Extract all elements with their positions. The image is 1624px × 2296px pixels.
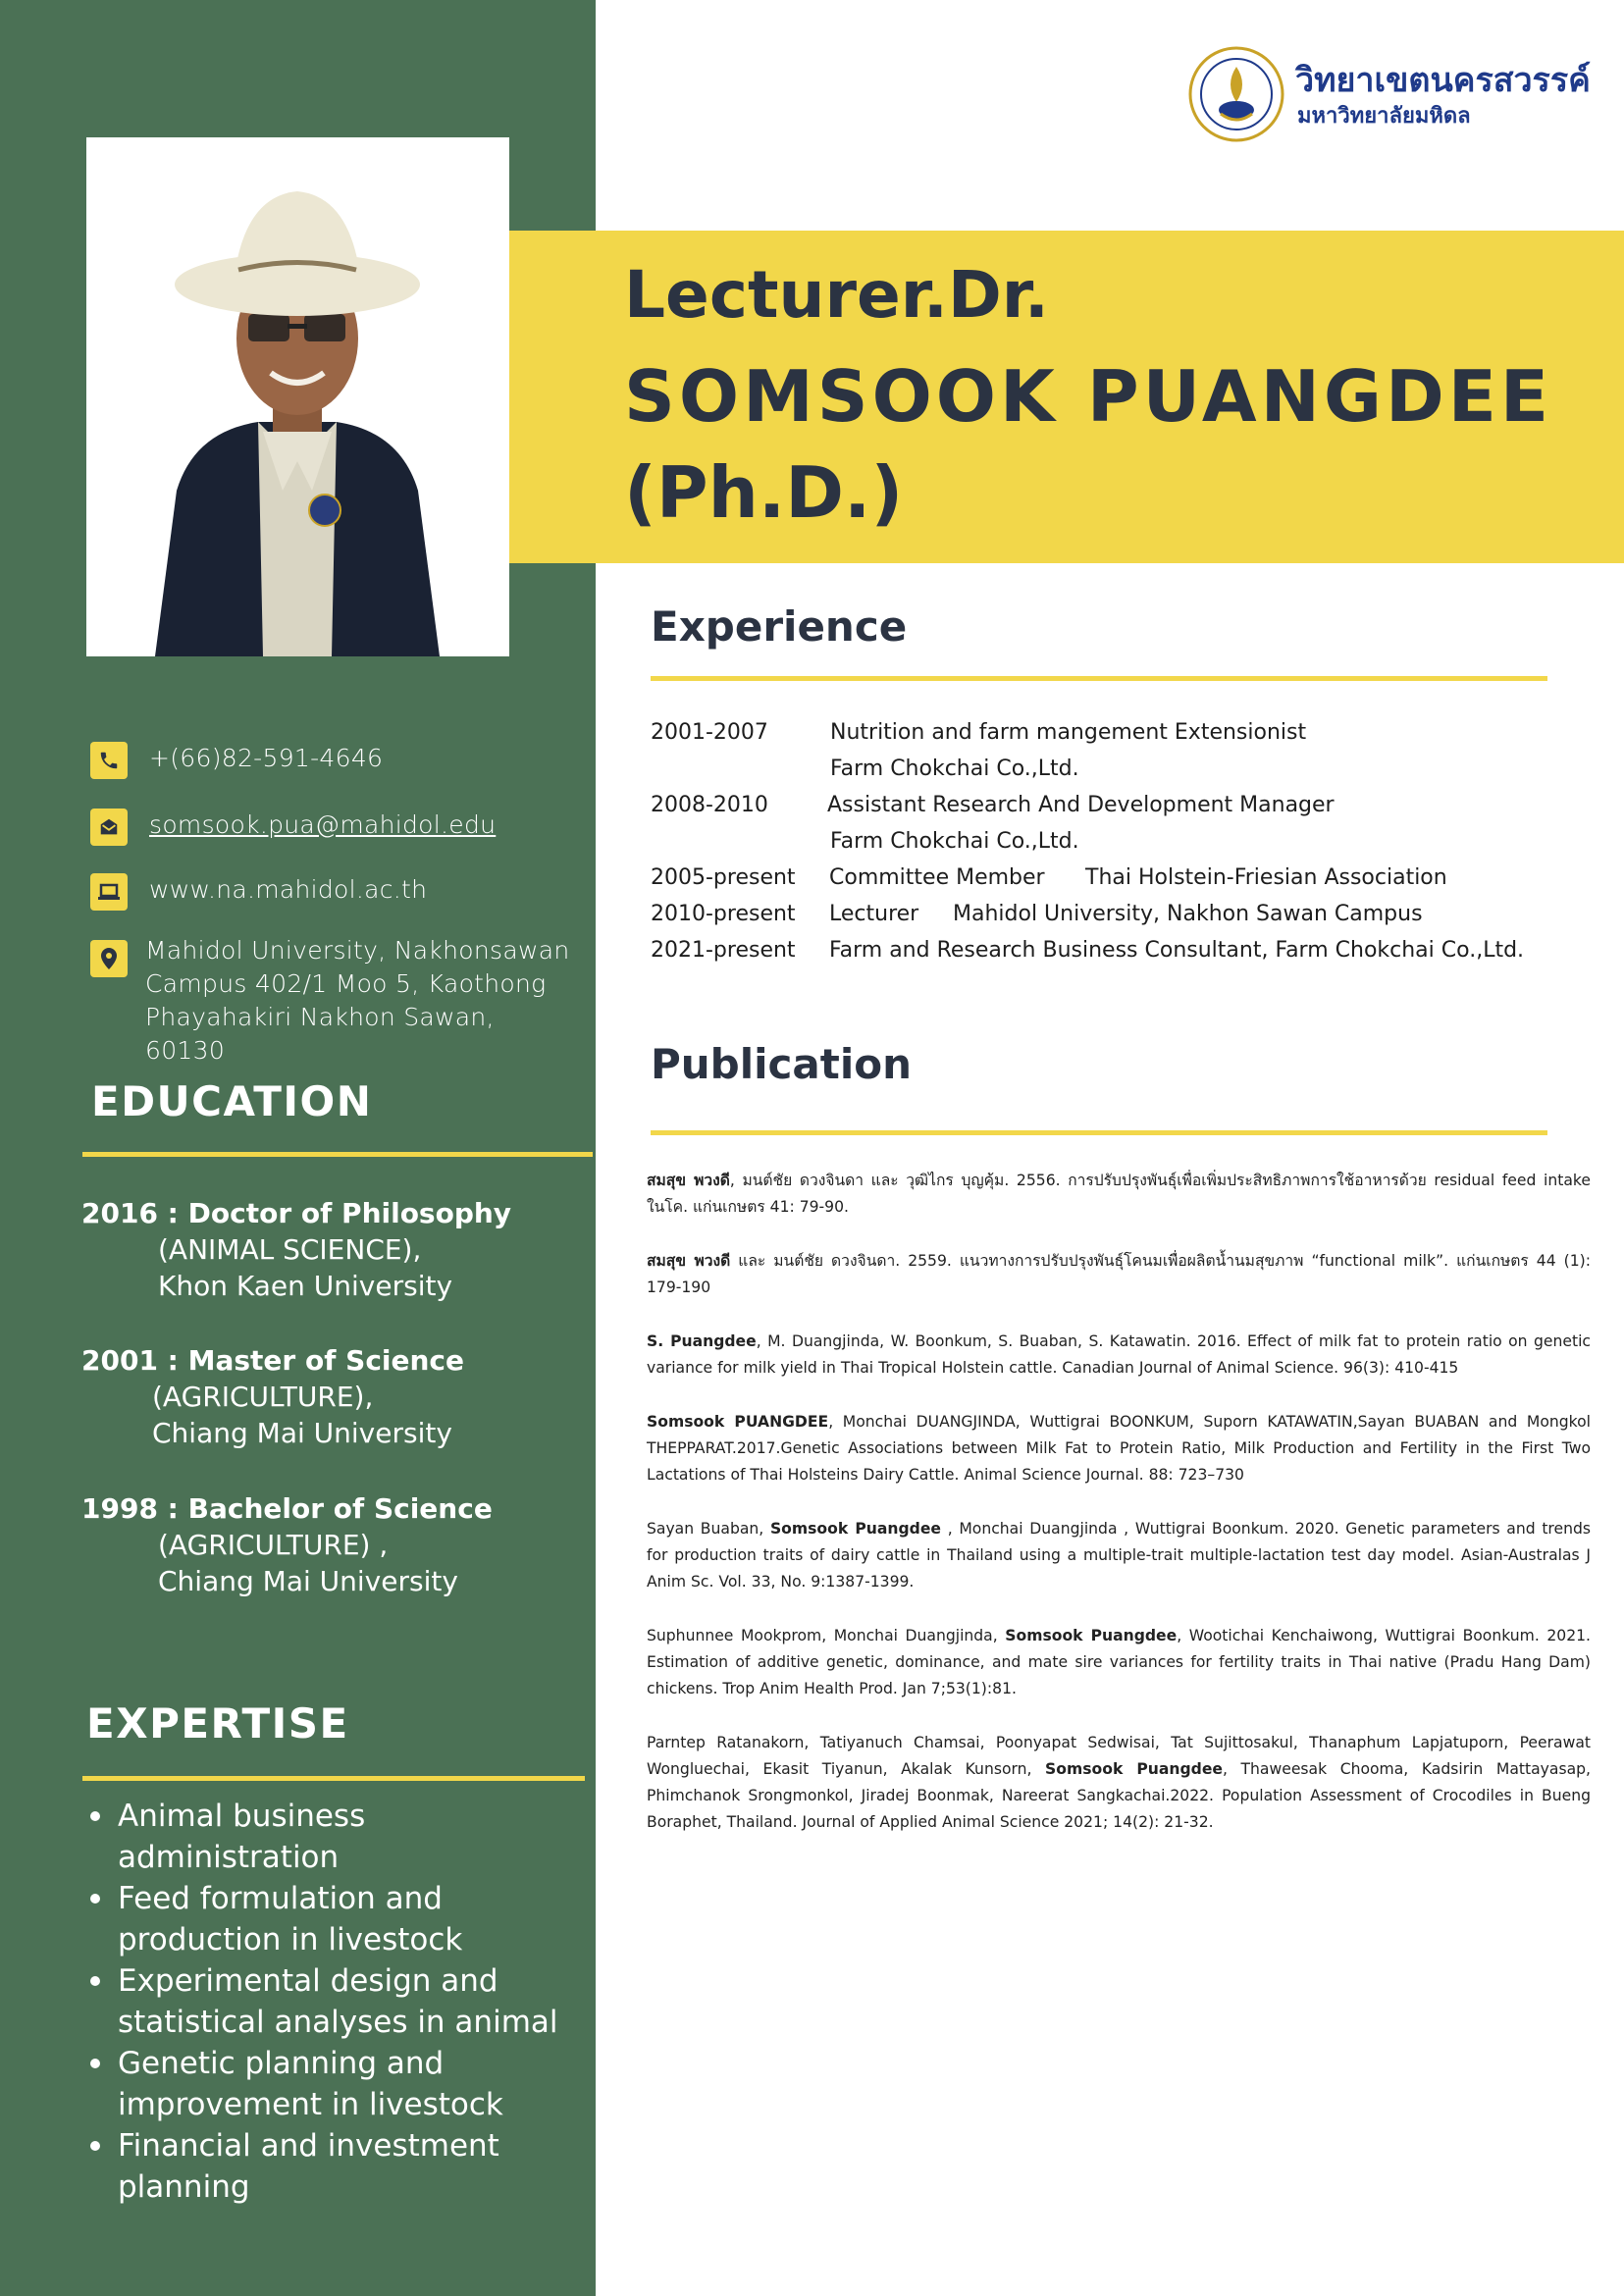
university-logo: [1187, 45, 1599, 153]
experience-heading: Experience: [651, 602, 908, 651]
publication-item: Sayan Buaban, Somsook Puangdee , Monchai Duangjinda , Wuttigrai Boonkum. 2020. Genetic parameters and trends for production traits of dairy cattle in Thailand using a multiple-trait multiple-lactation test day model. Asian-Australas J Anim Sc. Vol. 33, No. 9:1387-1399.: [647, 1520, 1592, 1591]
address-line-2: Campus 402/1 Moo 5, Kaothong: [145, 969, 547, 998]
education-school: Chiang Mai University: [158, 1565, 458, 1597]
publication-item: S. Puangdee, M. Duangjinda, W. Boonkum, S. Buaban, S. Katawatin. 2016. Effect of milk fat to protein ratio on genetic variance for milk yield in Thai Tropical Holstein cattle. Canadian Journal of Animal Science. 96(3): 410-415: [647, 1332, 1591, 1377]
address-line-3: Phayahakiri Nakhon Sawan, 60130: [145, 1003, 495, 1065]
contact-address: [90, 934, 581, 1068]
laptop-icon: [90, 873, 128, 911]
name-degree: (Ph.D.): [624, 451, 904, 534]
contact-website: [90, 873, 581, 911]
expertise-rule: [82, 1776, 585, 1781]
logo-line-1: วิทยาเขตนครสวรรค์: [1295, 61, 1591, 100]
education-field: (ANIMAL SCIENCE),: [158, 1233, 422, 1266]
expertise-list: [90, 1796, 586, 2208]
publication-rule: [651, 1130, 1547, 1135]
experience-year: 2005-present: [651, 865, 796, 890]
education-field: (AGRICULTURE) ,: [158, 1529, 389, 1561]
education-degree: Bachelor of Science: [187, 1492, 493, 1525]
name-title: Lecturer.Dr.: [624, 257, 1049, 333]
experience-year: 2010-present: [651, 902, 796, 926]
experience-year: 2008-2010: [651, 793, 768, 817]
sidebar: [0, 0, 596, 2296]
address: [145, 934, 581, 1068]
publication-item: Suphunnee Mookprom, Monchai Duangjinda, Somsook Puangdee, Wootichai Kenchaiwong, Wuttigrai Boonkum. 2021. Estimation of additive genetic, dominance, and mate sire variances for fertility traits in Thai native (Pradu Hang Dam) chickens. Trop Anim Health Prod. Jan 7;53(1):81.: [647, 1627, 1592, 1697]
education-school: Khon Kaen University: [158, 1270, 453, 1302]
education-year: 2001 :: [81, 1344, 188, 1377]
education-degree: Doctor of Philosophy: [187, 1197, 512, 1229]
phone-number[interactable]: +(66)82-591-4646: [149, 744, 384, 772]
education-item: [81, 1490, 493, 1599]
education-year: 2016 :: [81, 1197, 188, 1229]
phone-icon: [90, 742, 128, 779]
experience-org: Thai Holstein-Friesian Association: [1085, 865, 1447, 890]
publication-item: สมสุข พวงดี และ มนต์ชัย ดวงจินดา. 2559. แนวทางการปรับปรุงพันธุ์โคนมเพื่อผลิตน้ำนมสุขภาพ “functional milk”. แก่นเกษตร 44 (1): 179-190: [647, 1252, 1591, 1296]
education-school: Chiang Mai University: [152, 1417, 452, 1449]
expertise-heading: EXPERTISE: [86, 1699, 349, 1748]
envelope-icon: [90, 809, 128, 846]
publication-heading: Publication: [651, 1040, 913, 1088]
map-pin-icon: [90, 940, 128, 977]
publication-item: Somsook PUANGDEE, Monchai DUANGJINDA, Wuttigrai BOONKUM, Suporn KATAWATIN,Sayan BUABAN and Mongkol THEPPARAT.2017.Genetic Associations between Milk Fat to Protein Ratio, Milk Production and Fertility in the First Two Lactations of Thai Holsteins Dairy Cattle. Animal Science Journal. 88: 723–730: [647, 1413, 1592, 1484]
expertise-item: Experimental design and statistical analyses in animal: [90, 1960, 586, 2043]
logo-line-2: มหาวิทยาลัยมหิดล: [1297, 104, 1471, 129]
expertise-item: Animal business administration: [90, 1796, 586, 1878]
expertise-item: Genetic planning and improvement in livestock: [90, 2043, 586, 2125]
experience-role: Lecturer: [829, 902, 919, 926]
education-item: [81, 1342, 464, 1451]
education-field: (AGRICULTURE),: [152, 1381, 374, 1413]
contact-phone: [90, 742, 581, 779]
expertise-item: Financial and investment planning: [90, 2125, 586, 2208]
education-year: 1998 :: [81, 1492, 188, 1525]
expertise-item: Feed formulation and production in livestock: [90, 1878, 586, 1960]
name-full: SOMSOOK PUANGDEE: [624, 355, 1553, 438]
experience-year: 2001-2007: [651, 720, 768, 745]
experience-role: Nutrition and farm mangement Extensionist: [830, 720, 1307, 745]
email-link[interactable]: somsook.pua@mahidol.edu: [149, 810, 497, 839]
education-item: [81, 1195, 511, 1304]
contact-email: [90, 809, 581, 846]
experience-year: 2021-present: [651, 938, 796, 963]
website-link[interactable]: www.na.mahidol.ac.th: [149, 875, 428, 904]
experience-org: Mahidol University, Nakhon Sawan Campus: [953, 902, 1423, 926]
experience-role: Assistant Research And Development Manager: [827, 793, 1335, 817]
address-line-1: Mahidol University, Nakhonsawan: [145, 936, 570, 965]
publication-item: Parntep Ratanakorn, Tatiyanuch Chamsai, Poonyapat Sedwisai, Tat Sujittosakul, Thanaphum Lapjatuporn, Peerawat Wongluechai, Ekasit Tiyanun, Akalak Kunsorn, Somsook Puangdee, Thaweesak Chooma, Kadsirin Mattayasap, Phimchanok Srongmonkol, Jiradej Boonmak, Nareerat Sangkachai.2022. Population Assessment of Crocodiles in Bueng Boraphet, Thailand. Journal of Applied Animal Science 2021; 14(2): 21-32.: [647, 1734, 1592, 1831]
experience-rule: [651, 676, 1547, 681]
profile-photo: [86, 137, 509, 656]
publication-item: สมสุข พวงดี, มนต์ชัย ดวงจินดา และ วุฒิไกร บุญคุ้ม. 2556. การปรับปรุงพันธุ์เพื่อเพิ่มประสิทธิภาพการใช้อาหารด้วย residual feed intake ในโค. แก่นเกษตร 41: 79-90.: [647, 1172, 1591, 1216]
education-rule: [82, 1152, 593, 1157]
experience-role: Farm Chokchai Co.,Ltd.: [830, 829, 1079, 854]
experience-role: Farm and Research Business Consultant, Farm Chokchai Co.,Ltd.: [829, 938, 1525, 963]
education-heading: EDUCATION: [91, 1077, 373, 1125]
experience-role: Farm Chokchai Co.,Ltd.: [830, 757, 1079, 781]
education-degree: Master of Science: [187, 1344, 465, 1377]
experience-role: Committee Member: [829, 865, 1045, 890]
